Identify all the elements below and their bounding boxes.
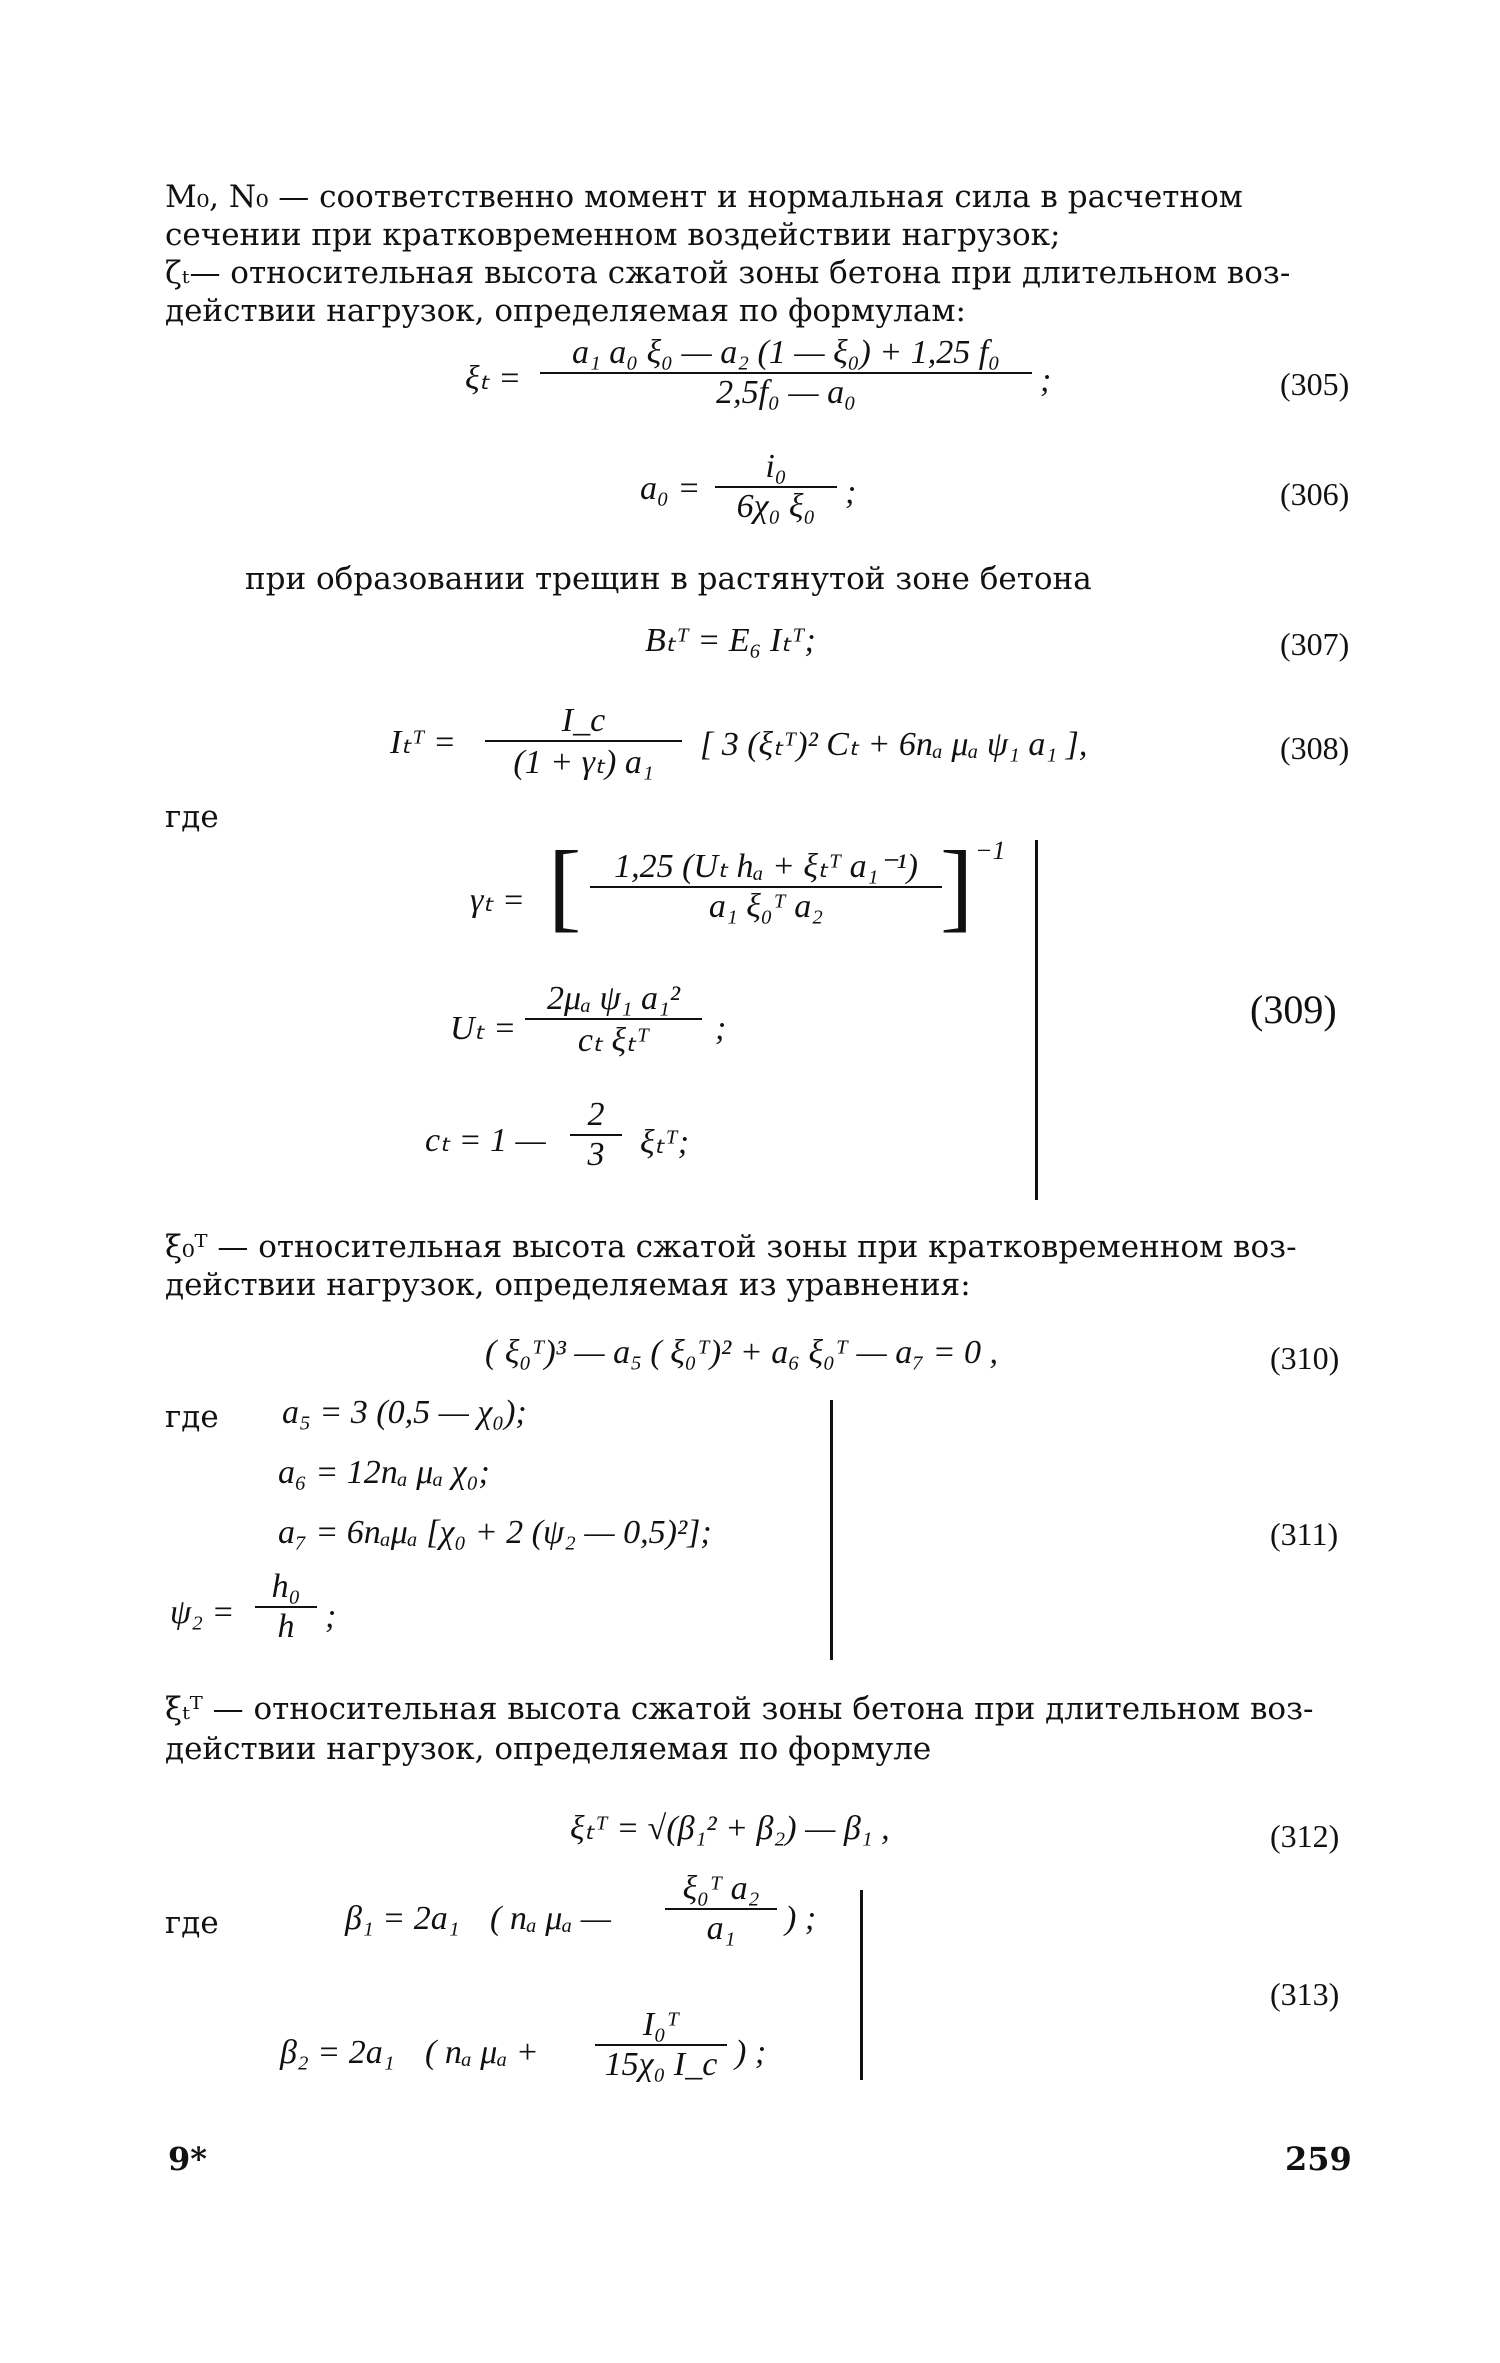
equation-body: [ 3 (ξₜᵀ)² Cₜ + 6nₐ μₐ ψ₁ a₁ ], (700, 726, 1088, 763)
equation-lhs: a₀ = (640, 470, 701, 507)
text-line: действии нагрузок, определяемая по формулам: (165, 293, 966, 329)
equation-fraction (540, 334, 1032, 412)
equation-number: (309) (1250, 987, 1337, 1032)
exponent: −1 (975, 836, 1006, 865)
curly-brace (830, 1400, 833, 1660)
equation-tail: ; (715, 1010, 727, 1047)
equation: a₅ = 3 (0,5 — χ₀); (282, 1394, 527, 1431)
equation-lhs: γₜ = (470, 882, 525, 919)
equation-number: (310) (1270, 1340, 1340, 1376)
equation-lhs: ψ₂ = (170, 1594, 235, 1631)
curly-brace (860, 1890, 863, 2080)
equation: a₆ = 12nₐ μₐ χ₀; (278, 1454, 490, 1491)
text-line: сечении при кратковременном воздействии нагрузок; (165, 217, 1061, 253)
equation-number: (308) (1280, 730, 1350, 766)
equation-tail: ; (845, 474, 857, 511)
fraction-numerator: I_c (561, 702, 606, 739)
where-label: где (165, 799, 219, 835)
fraction-denominator: a₁ ξ₀ᵀ a₂ (590, 886, 942, 926)
equation-fraction (590, 846, 942, 926)
equation-tail: ξₜᵀ; (640, 1124, 690, 1161)
equation-fraction (255, 1568, 317, 1646)
fraction-numerator: a₁ a₀ ξ₀ — a₂ (1 — ξ₀) + 1,25 f₀ (571, 334, 1001, 371)
where-label: где (165, 1399, 219, 1435)
fraction-denominator: h (255, 1606, 317, 1646)
fraction-numerator: h₀ (271, 1568, 301, 1605)
equation: ( ξ₀ᵀ)³ — a₅ ( ξ₀ᵀ)² + a₆ ξ₀ᵀ — a₇ = 0 , (485, 1334, 999, 1371)
fraction-numerator: 2μₐ ψ₁ a₁² (547, 980, 680, 1017)
text-line: действии нагрузок, определяемая по формуле (165, 1731, 932, 1767)
equation-mid: ( nₐ μₐ — (490, 1900, 612, 1937)
equation-fraction (595, 2006, 727, 2084)
equation-tail: ; (325, 1598, 337, 1635)
equation-tail: ; (1040, 362, 1052, 399)
equation-lhs: cₜ = 1 — (425, 1122, 546, 1159)
equation-number: (307) (1280, 626, 1350, 662)
curly-brace (1035, 840, 1038, 1200)
equation-lhs: Uₜ = (450, 1010, 517, 1047)
text-line: ξ₀ᵀ — относительная высота сжатой зоны при кратковременном воз- (165, 1229, 1297, 1265)
equation-lhs: β₁ = 2a₁ (345, 1900, 460, 1937)
equation: a₇ = 6nₐμₐ [χ₀ + 2 (ψ₂ — 0,5)²]; (278, 1514, 712, 1551)
equation-fraction (485, 702, 682, 782)
text-line: при образовании трещин в растянутой зоне бетона (245, 561, 1092, 597)
equation-lhs: β₂ = 2a₁ (280, 2034, 395, 2071)
fraction-numerator: 1,25 (Uₜ hₐ + ξₜᵀ a₁⁻¹) (614, 848, 918, 885)
fraction-denominator: 3 (570, 1134, 622, 1174)
equation-fraction (665, 1870, 777, 1948)
bracket-right: ] (940, 830, 974, 941)
fraction-numerator: 2 (587, 1096, 605, 1133)
equation-mid: ( nₐ μₐ + (425, 2034, 539, 2071)
equation-number: (313) (1270, 1976, 1340, 2012)
fraction-denominator: 2,5f₀ — a₀ (540, 372, 1032, 412)
equation: Bₜᵀ = E₆ Iₜᵀ; (645, 622, 816, 659)
equation-number: (306) (1280, 476, 1350, 512)
text-line: ξₜᵀ — относительная высота сжатой зоны бетона при длительном воз- (165, 1691, 1314, 1727)
equation-fraction (525, 980, 702, 1060)
equation-lhs: ξₜ = (465, 360, 522, 397)
equation-fraction (715, 448, 837, 526)
fraction-denominator: a₁ (665, 1908, 777, 1948)
equation-lhs: Iₜᵀ = (390, 724, 456, 761)
where-label: где (165, 1905, 219, 1941)
bracket-left: [ (548, 830, 582, 941)
fraction-numerator: ξ₀ᵀ a₂ (682, 1870, 760, 1907)
equation-tail: ) ; (785, 1900, 817, 1937)
fraction-denominator: (1 + γₜ) a₁ (485, 740, 682, 782)
equation-number: (312) (1270, 1818, 1340, 1854)
page-number: 259 (1285, 2140, 1352, 2178)
text-line: действии нагрузок, определяемая из уравнения: (165, 1267, 971, 1303)
fraction-denominator: 15χ₀ I_c (595, 2044, 727, 2084)
fraction-denominator: cₜ ξₜᵀ (525, 1018, 702, 1060)
equation-number: (311) (1270, 1516, 1339, 1552)
fraction-numerator: I₀ᵀ (642, 2006, 680, 2043)
text-line: M₀, N₀ — соответственно момент и нормальная сила в расчетном (165, 179, 1243, 215)
equation-tail: ) ; (735, 2034, 767, 2071)
text-line: ζₜ— относительная высота сжатой зоны бетона при длительном воз- (165, 255, 1291, 291)
equation-fraction (570, 1096, 622, 1174)
fraction-numerator: i₀ (765, 448, 787, 485)
equation: ξₜᵀ = √(β₁² + β₂) — β₁ , (570, 1810, 890, 1847)
fraction-denominator: 6χ₀ ξ₀ (715, 486, 837, 526)
signature-mark: 9* (168, 2140, 207, 2178)
equation-number: (305) (1280, 366, 1350, 402)
